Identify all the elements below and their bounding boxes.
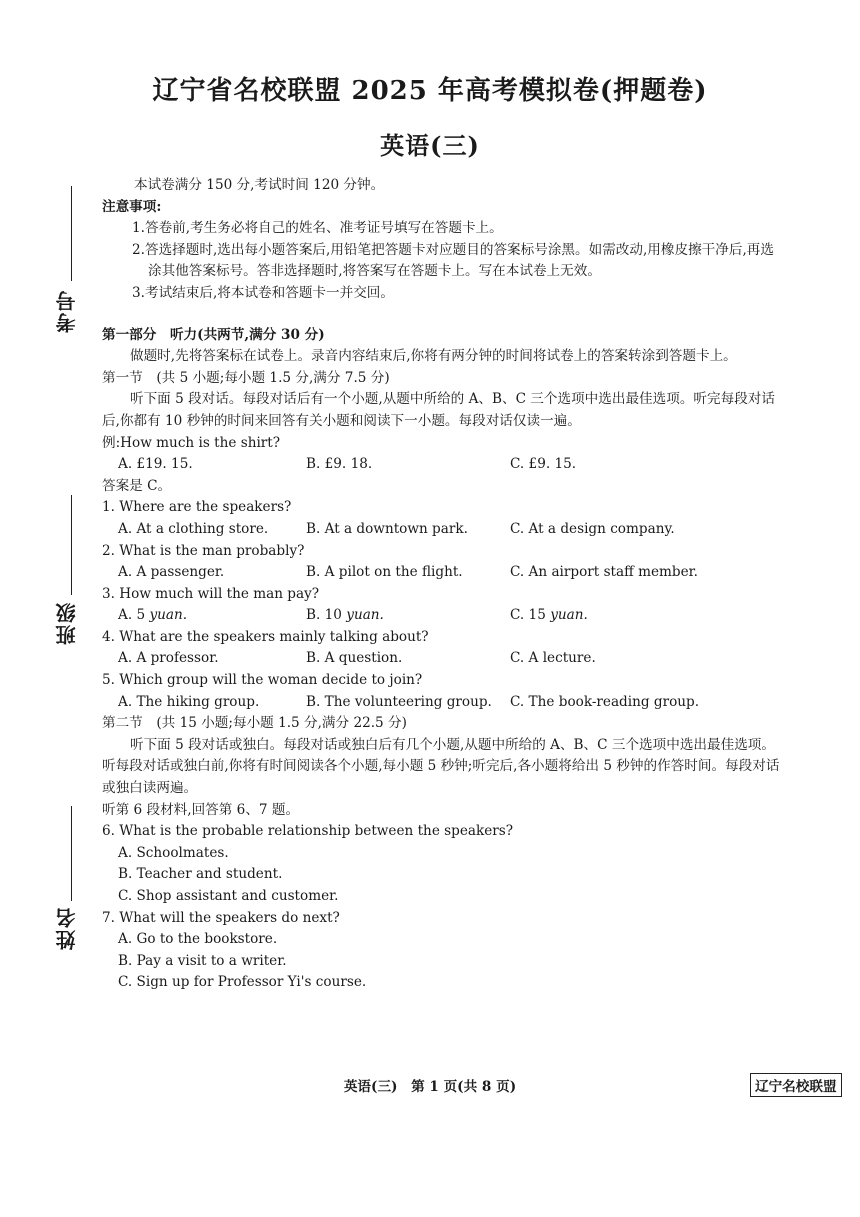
notice-item: 3.考试结束后,将本试卷和答题卡一并交回。 (132, 284, 394, 301)
option-a: A. A professor. (118, 650, 219, 667)
class-line (71, 495, 72, 595)
option-a: A. 5 yuan. (118, 607, 188, 624)
material-instruction: 听第 6 段材料,回答第 6、7 题。 (102, 801, 300, 818)
question-text: 4. What are the speakers mainly talking about? (102, 628, 429, 645)
question-options (102, 519, 782, 541)
part1-description: 做题时,先将答案标在试卷上。录音内容结束后,你将有两分钟的时间将试卷上的答案转涂到答题卡上。 (130, 348, 737, 365)
name-line (71, 806, 72, 901)
class-label: 班级 (55, 601, 79, 645)
option-c: C. The book-reading group. (510, 693, 700, 710)
question-text: 6. What is the probable relationship between the speakers? (102, 823, 514, 840)
question-text: 5. Which group will the woman decide to join? (102, 672, 423, 689)
name-field (52, 806, 82, 956)
option-a: A. The hiking group. (118, 693, 260, 710)
example-options (102, 454, 782, 476)
section2-heading: 第二节 (共 15 小题;每小题 1.5 分,满分 22.5 分) (102, 715, 407, 732)
exam-number-field (52, 186, 82, 336)
option-b: B. Teacher and student. (118, 866, 283, 883)
option-c: C. 15 yuan. (510, 607, 588, 624)
exam-subtitle: 英语(三) (380, 131, 480, 160)
option-a: A. Go to the bookstore. (118, 931, 278, 948)
notice-item: 2.答选择题时,选出每小题答案后,用铅笔把答题卡对应题目的答案标号涂黑。如需改动,用橡皮擦干净后,再选涂其他答案标号。答非选择题时,将答案写在答题卡上。写在本试卷上无效。 (132, 241, 774, 280)
exam-title: 辽宁省名校联盟 2025 年高考模拟卷(押题卷) (152, 76, 708, 106)
league-stamp: 辽宁名校联盟 (750, 1073, 842, 1097)
intro-text: 本试卷满分 150 分,考试时间 120 分钟。 (134, 177, 385, 193)
option-b: B. Pay a visit to a writer. (118, 952, 287, 969)
part1-heading: 第一部分 听力(共两节,满分 30 分) (102, 326, 325, 343)
option-c: C. Shop assistant and customer. (118, 888, 339, 904)
question-options (102, 648, 782, 670)
option-b: B. £9. 18. (306, 456, 373, 473)
question-text: 7. What will the speakers do next? (102, 909, 340, 926)
section1-description: 听下面 5 段对话。每段对话后有一个小题,从题中所给的 A、B、C 三个选项中选出最佳选项。听完每段对话后,你都有 10 秒钟的时间来回答有关小题和阅读下一小题。每段对话仅读一遍。 (102, 391, 775, 429)
option-c: C. £9. 15. (510, 456, 577, 473)
option-c: C. Sign up for Professor Yi's course. (118, 974, 367, 991)
exam-number-label: 考号 (55, 289, 79, 333)
option-b: B. A pilot on the flight. (306, 564, 463, 581)
section1-heading: 第一节 (共 5 小题;每小题 1.5 分,满分 7.5 分) (102, 369, 390, 386)
class-field (52, 495, 82, 645)
option-a: A. At a clothing store. (118, 520, 269, 537)
option-c: C. At a design company. (510, 520, 675, 537)
option-a: A. Schoolmates. (118, 844, 229, 861)
option-a: A. A passenger. (118, 564, 225, 581)
name-label: 姓名 (55, 906, 79, 950)
exam-content (102, 175, 782, 994)
option-b: B. At a downtown park. (306, 520, 468, 537)
option-b: B. The volunteering group. (306, 693, 492, 710)
notice-item: 1.答卷前,考生务必将自己的姓名、准考证号填写在答题卡上。 (132, 220, 503, 237)
question-text: 3. How much will the man pay? (102, 585, 320, 602)
option-c: C. A lecture. (510, 650, 596, 667)
option-b: B. 10 yuan. (306, 607, 384, 624)
question-options (102, 692, 782, 714)
option-b: B. A question. (306, 650, 403, 667)
example-question: 例:How much is the shirt? (102, 434, 281, 451)
example-answer: 答案是 C。 (102, 477, 172, 494)
page-footer: 英语(三) 第 1 页(共 8 页) (343, 1079, 517, 1095)
section2-description: 听下面 5 段对话或独白。每段对话或独白后有几个小题,从题中所给的 A、B、C 三个选项中选出最佳选项。听每段对话或独白前,你将有时间阅读各个小题,每小题 5 秒钟;听完后,各小题将给出 5 秒钟的作答时间。每段对话或独白读两遍。 (102, 736, 780, 797)
option-c: C. An airport staff member. (510, 564, 698, 581)
question-options (102, 605, 782, 627)
question-text: 1. Where are the speakers? (102, 499, 292, 516)
question-options (102, 562, 782, 584)
notice-heading: 注意事项: (102, 198, 162, 215)
option-a: A. £19. 15. (118, 456, 193, 473)
question-text: 2. What is the man probably? (102, 542, 305, 559)
exam-number-line (71, 186, 72, 281)
